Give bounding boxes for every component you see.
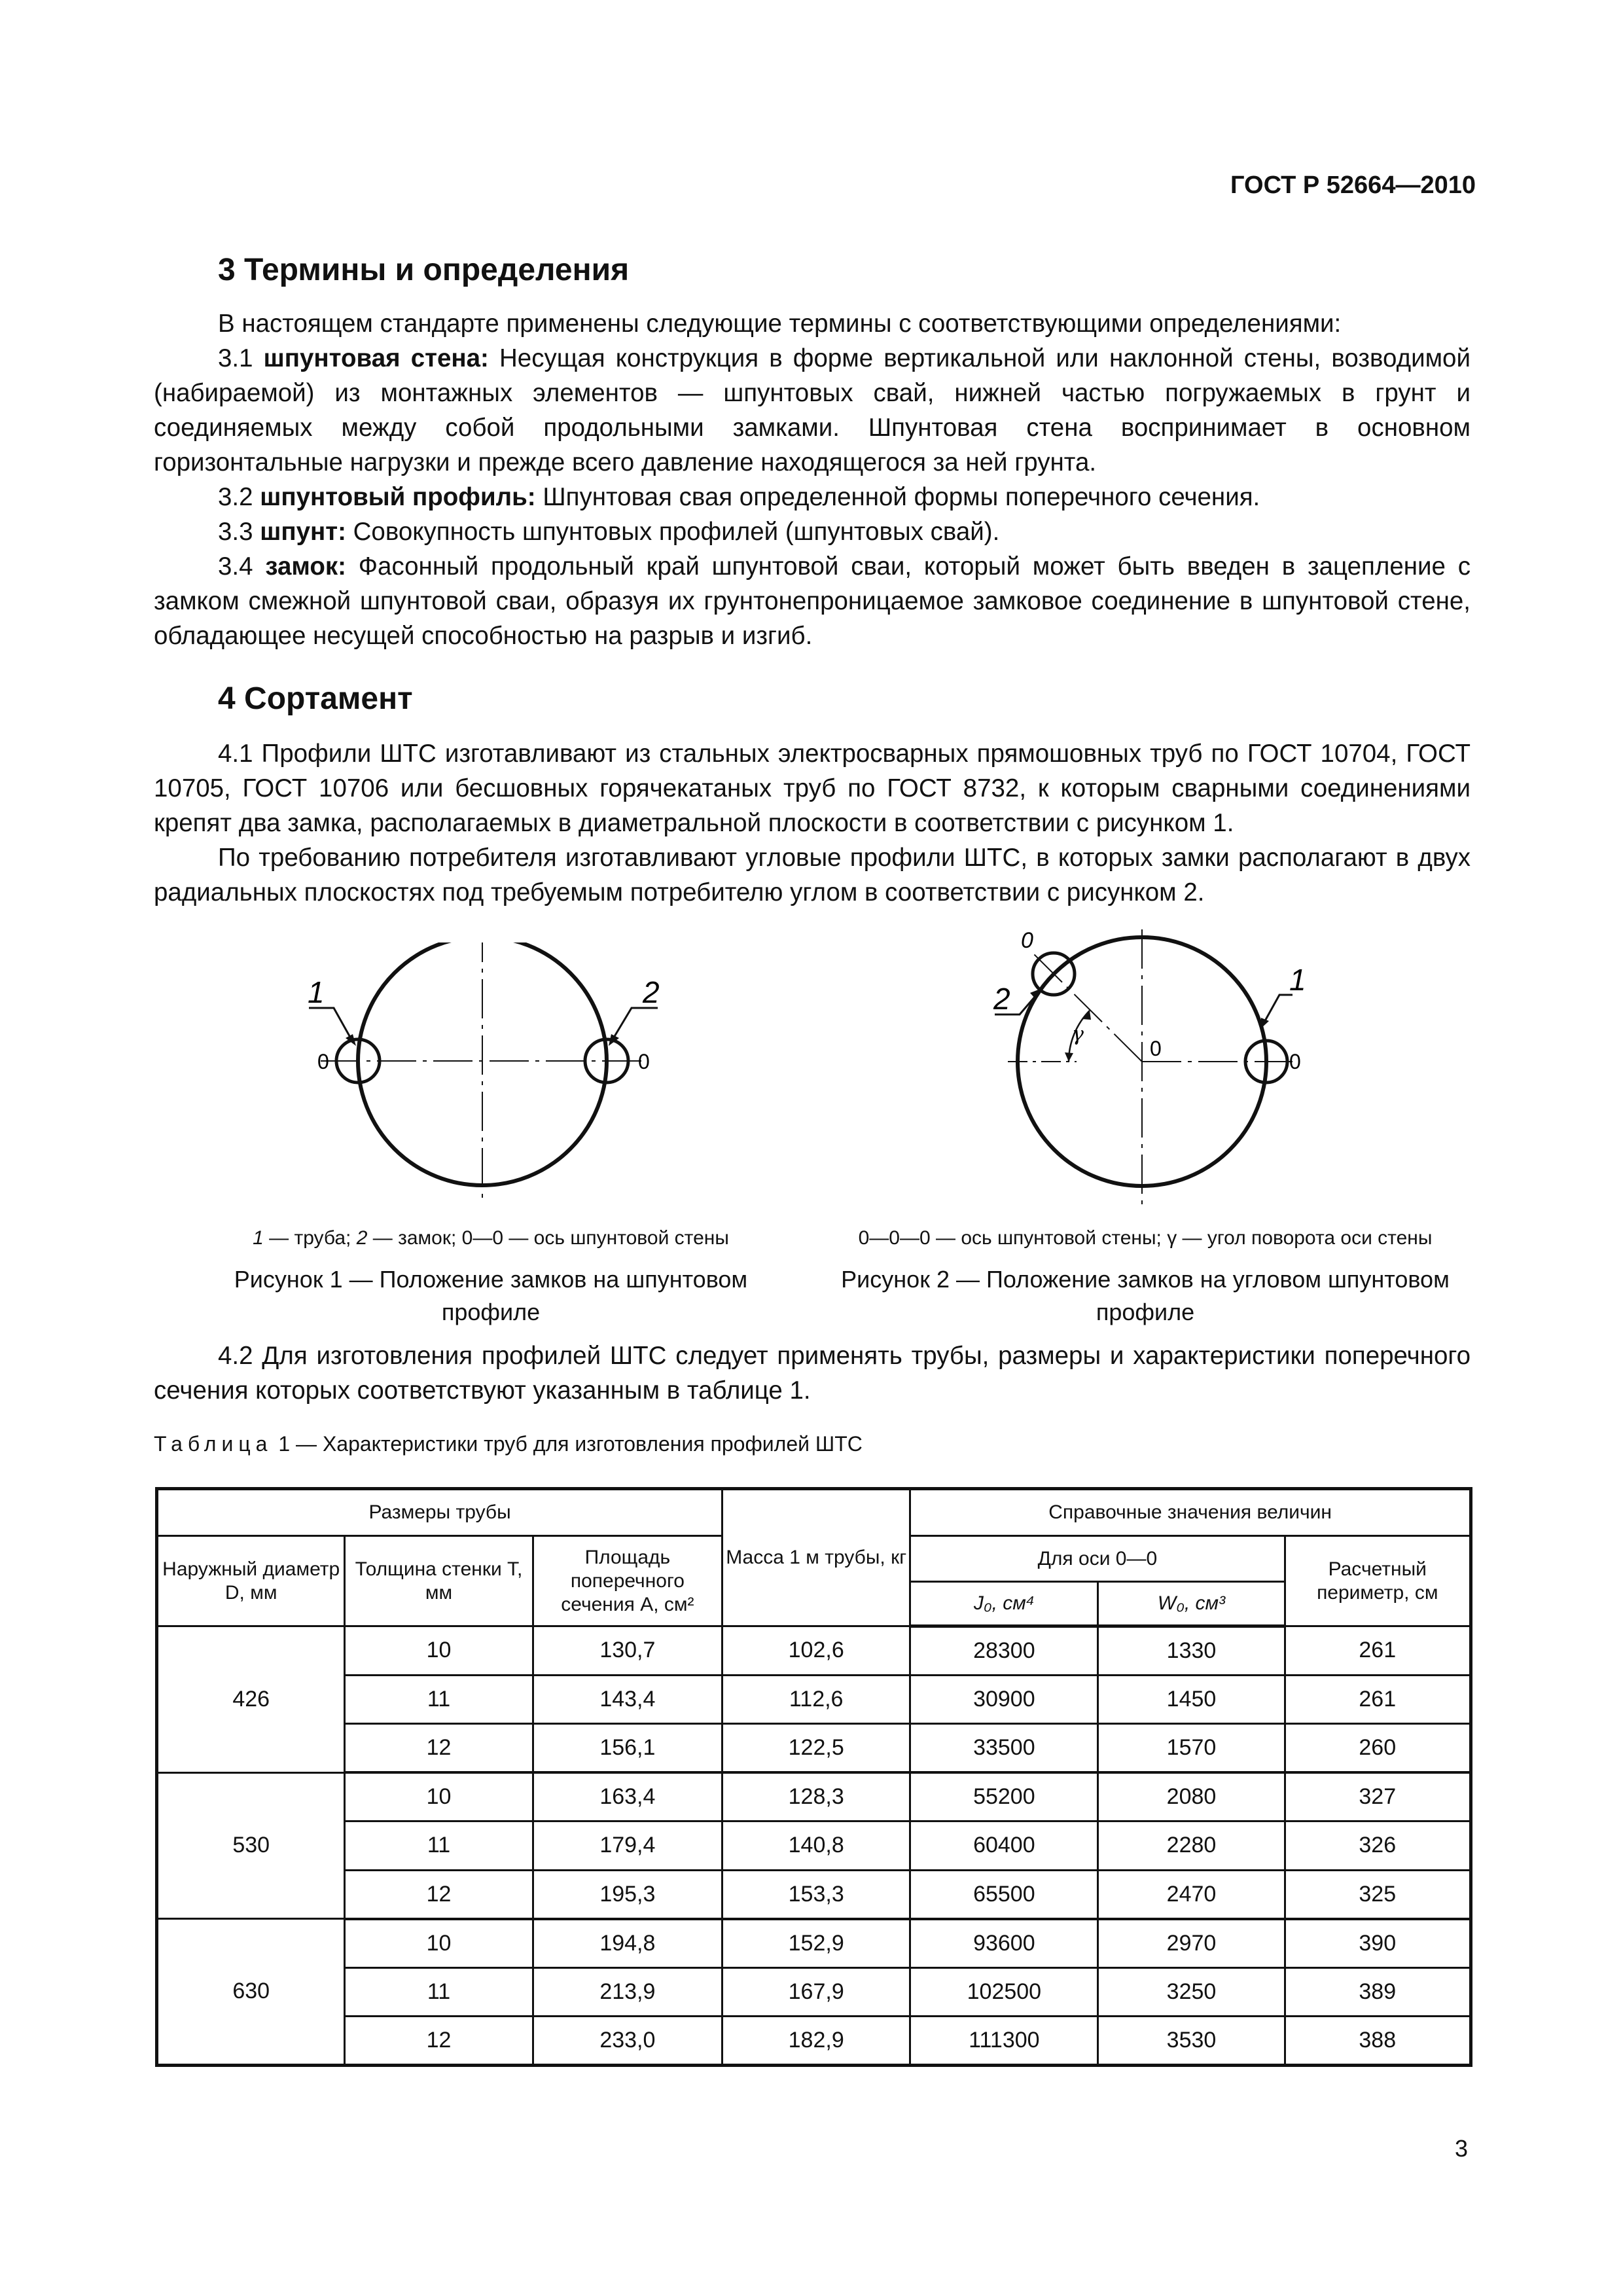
fig1-axis-label-left: 0 bbox=[317, 1050, 329, 1073]
figure-1-legend: 1 — труба; 2 — замок; 0—0 — ось шпунтовой стены bbox=[253, 1227, 729, 1249]
figure-2-legend: 0—0—0 — ось шпунтовой стены; γ — угол поворота оси стены bbox=[858, 1227, 1433, 1249]
table-cell: 156,1 bbox=[533, 1724, 722, 1773]
table-cell: 140,8 bbox=[722, 1821, 910, 1871]
table-cell: 194,8 bbox=[533, 1919, 722, 1968]
table-cell: 143,4 bbox=[533, 1675, 722, 1724]
term-3-3: 3.3 шпунт: Совокупность шпунтовых профилей (шпунтовых свай). bbox=[218, 518, 1000, 546]
fig2-arc-arrow-bottom bbox=[1065, 1052, 1073, 1062]
fig1-label-1: 1 bbox=[308, 975, 325, 1009]
section-3-body bbox=[154, 306, 1471, 653]
table-row bbox=[157, 1967, 1471, 2017]
table-cell: 12 bbox=[345, 2017, 533, 2066]
table-1 bbox=[155, 1487, 1472, 2067]
fig2-axis-label-center: 0 bbox=[1150, 1037, 1162, 1060]
table-cell: 260 bbox=[1285, 1724, 1471, 1773]
fig1-axis-label-right: 0 bbox=[638, 1050, 650, 1073]
table-cell: 182,9 bbox=[722, 2017, 910, 2066]
table-cell: 3250 bbox=[1098, 1967, 1285, 2017]
table-cell: 261 bbox=[1285, 1675, 1471, 1724]
para-4-2: 4.2 Для изготовления профилей ШТС следует применять трубы, размеры и характеристики поперечного сечения которых соответствуют указанным в таблице 1. bbox=[154, 1342, 1471, 1405]
table-cell: 153,3 bbox=[722, 1870, 910, 1919]
table-cell: 12 bbox=[345, 1870, 533, 1919]
table-cell: 1450 bbox=[1098, 1675, 1285, 1724]
table-1-title: Таблица 1 — Характеристики труб для изготовления профилей ШТС bbox=[154, 1432, 863, 1456]
fig2-angle-label: γ bbox=[1072, 1023, 1084, 1046]
fig2-axis-angled bbox=[1034, 954, 1142, 1062]
figure-1-caption: Рисунок 1 — Положение замков на шпунтовом профиле bbox=[234, 1266, 748, 1325]
table-row bbox=[157, 1675, 1471, 1724]
term-3-2: 3.2 шпунтовый профиль: Шпунтовая свая определенной формы поперечного сечения. bbox=[218, 483, 1260, 511]
th-ref-values: Справочные значения величин bbox=[910, 1489, 1471, 1536]
table-cell: 326 bbox=[1285, 1821, 1471, 1871]
table-row bbox=[157, 1724, 1471, 1773]
fig2-arc-arrow-top bbox=[1082, 1011, 1091, 1020]
table-cell: 30900 bbox=[910, 1675, 1098, 1724]
section-3-intro: В настоящем стандарте применены следующие термины с соответствующими определениями: bbox=[218, 310, 1342, 338]
table-cell: 389 bbox=[1285, 1967, 1471, 2017]
table-row bbox=[157, 2017, 1471, 2066]
fig2-axis-label-top: 0 bbox=[1021, 929, 1033, 953]
fig2-arrow-1 bbox=[1260, 1018, 1269, 1029]
para-4-1: 4.1 Профили ШТС изготавливают из стальных электросварных прямошовных труб по ГОСТ 10704, ГОСТ 10705, ГОСТ 10706 или бесшовных горячекатаных труб по ГОСТ 8732, к которым сварными соединениями крепят два замка, располагаемых в диаметральной плоскости в соответствии с рисунком 1. bbox=[154, 740, 1471, 837]
table-cell: 11 bbox=[345, 1675, 533, 1724]
th-w0: W₀, см³ bbox=[1098, 1582, 1285, 1626]
table-cell: 261 bbox=[1285, 1626, 1471, 1676]
th-j0: J₀, см⁴ bbox=[910, 1582, 1098, 1626]
term-3-4: 3.4 замок: Фасонный продольный край шпунтовой сваи, который может быть введен в зацепление с замком смежной шпунтовой сваи, образуя их грунтонепроницаемое замковое соединение в шпунтовой стене, обладающее несущей способностью на разрыв и изгиб. bbox=[154, 552, 1471, 650]
table-cell: 390 bbox=[1285, 1919, 1471, 1968]
table-row bbox=[157, 1821, 1471, 1871]
table-cell: 10 bbox=[345, 1772, 533, 1821]
th-outer-diameter: Наружный диаметр D, мм bbox=[157, 1536, 345, 1626]
cell-diameter: 426 bbox=[157, 1626, 345, 1773]
table-cell: 122,5 bbox=[722, 1724, 910, 1773]
table-row bbox=[157, 1919, 1471, 1968]
table-cell: 111300 bbox=[910, 2017, 1098, 2066]
table-cell: 128,3 bbox=[722, 1772, 910, 1821]
th-pipe-dims: Размеры трубы bbox=[157, 1489, 722, 1536]
th-perimeter: Расчетный периметр, см bbox=[1285, 1536, 1471, 1626]
table-cell: 163,4 bbox=[533, 1772, 722, 1821]
th-area: Площадь поперечного сечения A, см² bbox=[533, 1536, 722, 1626]
figure-2-drawing bbox=[962, 929, 1342, 1211]
table-cell: 102500 bbox=[910, 1967, 1098, 2017]
term-3-1: 3.1 шпунтовая стена: Несущая конструкция в форме вертикальной или наклонной стены, возводимой (набираемой) из монтажных элементов — шпунтовых свай, нижней частью погружаемых в грунт и соединяемых между собой продольными замками. Шпунтовая стена воспринимает в основном горизонтальные нагрузки и прежде всего давление находящегося за ней грунта. bbox=[154, 344, 1471, 476]
table-cell: 28300 bbox=[910, 1626, 1098, 1676]
th-wall-thickness: Толщина стенки T, мм bbox=[345, 1536, 533, 1626]
fig2-axis-label-right: 0 bbox=[1289, 1050, 1301, 1073]
cell-diameter: 630 bbox=[157, 1919, 345, 2066]
fig2-leader-1 bbox=[1263, 995, 1293, 1024]
table-cell: 327 bbox=[1285, 1772, 1471, 1821]
para-4-1-cont: По требованию потребителя изготавливают угловые профили ШТС, в которых замки располагают в двух радиальных плоскостях под требуемым потребителю углом в соответствии с рисунком 2. bbox=[154, 844, 1471, 906]
document-code: ГОСТ Р 52664—2010 bbox=[1230, 171, 1476, 199]
table-1-body bbox=[157, 1626, 1471, 2066]
table-cell: 10 bbox=[345, 1919, 533, 1968]
figure-1-drawing bbox=[275, 942, 759, 1204]
th-axis: Для оси 0—0 bbox=[910, 1536, 1285, 1582]
fig2-label-1: 1 bbox=[1289, 963, 1306, 997]
table-cell: 2970 bbox=[1098, 1919, 1285, 1968]
table-row bbox=[157, 1870, 1471, 1919]
table-cell: 2080 bbox=[1098, 1772, 1285, 1821]
table-cell: 12 bbox=[345, 1724, 533, 1773]
table-cell: 179,4 bbox=[533, 1821, 722, 1871]
table-cell: 388 bbox=[1285, 2017, 1471, 2066]
table-cell: 33500 bbox=[910, 1724, 1098, 1773]
table-cell: 60400 bbox=[910, 1821, 1098, 1871]
fig2-label-2: 2 bbox=[993, 982, 1010, 1016]
cell-diameter: 530 bbox=[157, 1772, 345, 1919]
fig1-leader-2 bbox=[612, 1008, 658, 1041]
fig1-leader-1 bbox=[309, 1008, 352, 1041]
fig1-label-2: 2 bbox=[643, 975, 660, 1009]
page-number: 3 bbox=[1454, 2135, 1468, 2162]
table-cell: 2280 bbox=[1098, 1821, 1285, 1871]
table-cell: 11 bbox=[345, 1821, 533, 1871]
table-cell: 55200 bbox=[910, 1772, 1098, 1821]
table-cell: 195,3 bbox=[533, 1870, 722, 1919]
table-cell: 112,6 bbox=[722, 1675, 910, 1724]
table-cell: 167,9 bbox=[722, 1967, 910, 2017]
section-4-title: 4 Сортамент bbox=[218, 681, 413, 716]
table-row bbox=[157, 1626, 1471, 1676]
table-cell: 65500 bbox=[910, 1870, 1098, 1919]
table-cell: 2470 bbox=[1098, 1870, 1285, 1919]
table-cell: 325 bbox=[1285, 1870, 1471, 1919]
section-3-title: 3 Термины и определения bbox=[218, 253, 630, 287]
table-cell: 233,0 bbox=[533, 2017, 722, 2066]
table-cell: 11 bbox=[345, 1967, 533, 2017]
th-mass: Масса 1 м трубы, кг bbox=[722, 1489, 910, 1626]
table-cell: 130,7 bbox=[533, 1626, 722, 1676]
table-row bbox=[157, 1772, 1471, 1821]
table-cell: 10 bbox=[345, 1626, 533, 1676]
table-cell: 1330 bbox=[1098, 1626, 1285, 1676]
table-cell: 1570 bbox=[1098, 1724, 1285, 1773]
para-4-2-block bbox=[154, 1338, 1471, 1408]
table-cell: 102,6 bbox=[722, 1626, 910, 1676]
figure-2-caption: Рисунок 2 — Положение замков на угловом шпунтовом профиле bbox=[841, 1266, 1450, 1325]
table-cell: 152,9 bbox=[722, 1919, 910, 1968]
table-cell: 93600 bbox=[910, 1919, 1098, 1968]
table-cell: 213,9 bbox=[533, 1967, 722, 2017]
table-cell: 3530 bbox=[1098, 2017, 1285, 2066]
section-4-body bbox=[154, 736, 1471, 910]
